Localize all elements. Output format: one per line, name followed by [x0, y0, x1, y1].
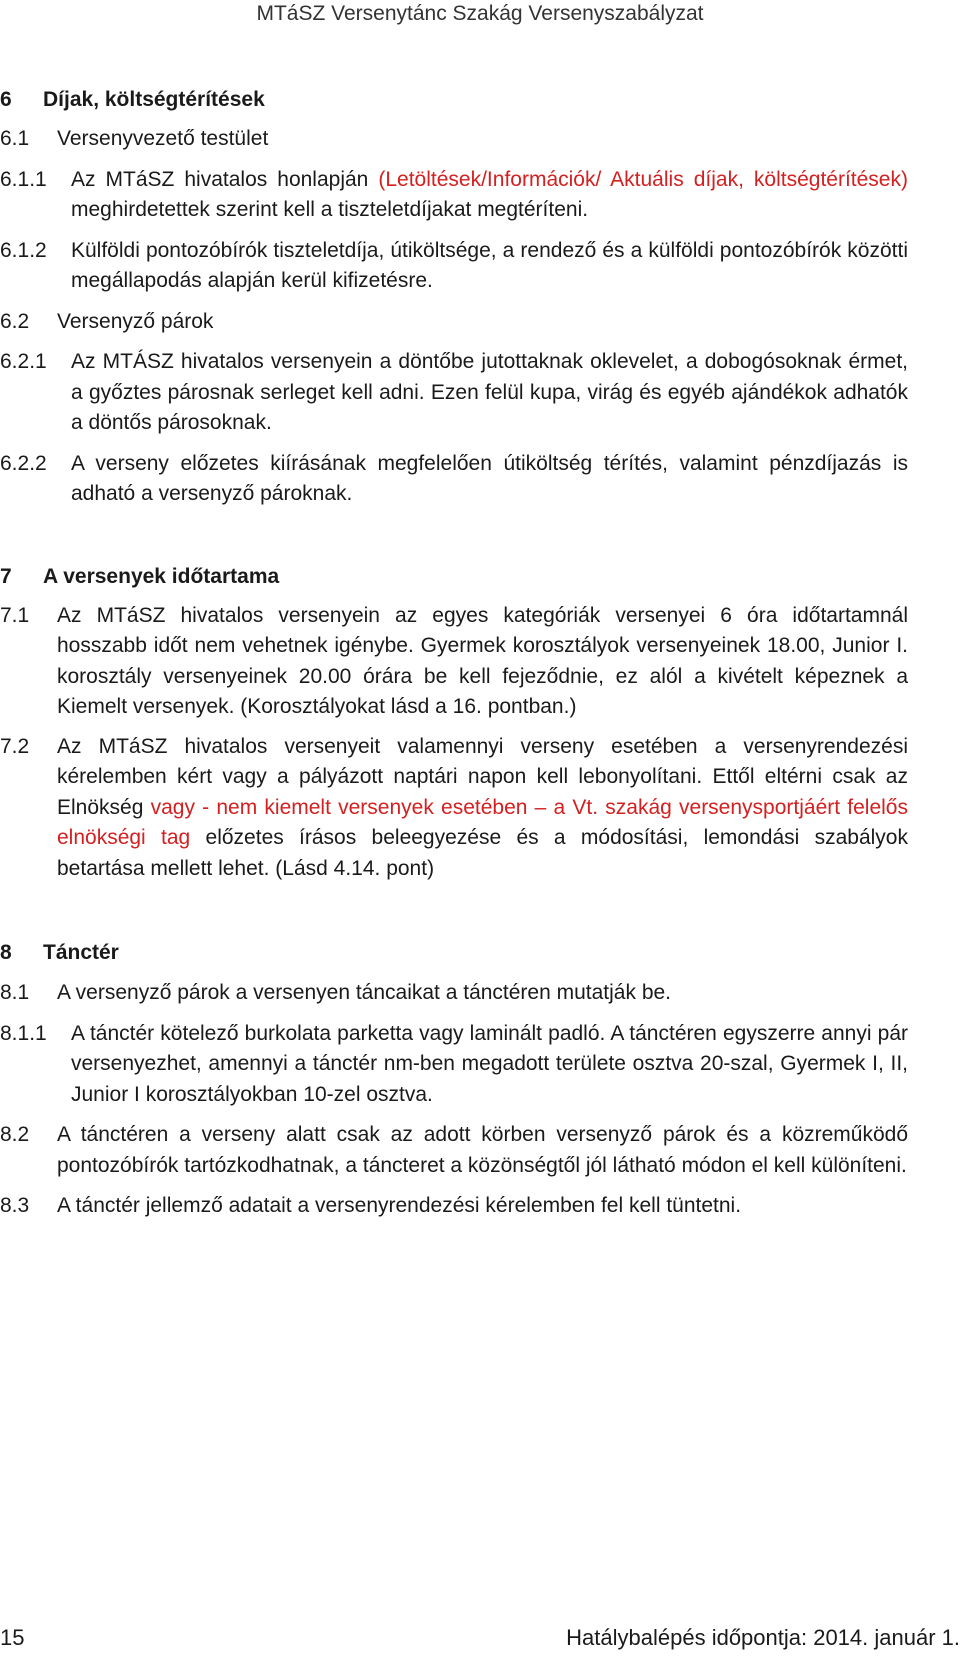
page-number: 15: [0, 1625, 25, 1650]
section-text: A tánctéren a verseny alatt csak az adott körben versenyző párok és a közreműködő pontozóbírók tartózkodhatnak, a táncteret a közönségtől jól látható módon el kell különíteni.: [57, 1123, 908, 1177]
section-6-1-1: [0, 165, 960, 226]
section-text: Külföldi pontozóbírók tiszteletdíja, útiköltsége, a rendező és a külföldi pontozóbírók közötti megállapodás alapján kerül kifizetésre.: [71, 238, 908, 292]
section-number: 7: [0, 564, 12, 588]
section-6-2-1: [0, 347, 960, 439]
section-8-2: [0, 1120, 960, 1181]
section-6-2-2: [0, 449, 960, 510]
section-8-3: [0, 1191, 960, 1222]
section-6-2: [0, 307, 960, 338]
section-7-heading: [0, 562, 960, 592]
section-number: 6.2: [0, 309, 30, 333]
section-number: 6: [0, 88, 12, 111]
section-7-2: [0, 732, 960, 885]
section-number: 8: [0, 941, 12, 964]
downloads-link[interactable]: (Letöltések/Információk/ Aktuális díjak, költségtérítések): [378, 167, 908, 191]
section-8-1: [0, 978, 960, 1009]
section-text: A tánctér jellemző adatait a versenyrendezési kérelemben fel kell tüntetni.: [57, 1194, 742, 1217]
section-number: 6.2.1: [0, 350, 47, 373]
section-title: Tánctér: [43, 941, 119, 964]
section-number: 6.2.2: [0, 451, 47, 475]
section-text: Az MTáSZ hivatalos versenyeit valamennyi verseny esetében a versenyrendezési kérelemben kért vagy a pályázott naptári napon kell lebonyolítani. Ettől eltérni csak az Elnökség vagy - nem kiemelt versenyek esetében – a Vt. szakág versenysportjáért felelős elnökségi tag előzetes írásos beleegyezése és a módosítási, lemondási szabályok betartása mellett lehet. (Lásd 4.14. pont): [57, 734, 908, 880]
section-number: 7.1: [0, 603, 30, 627]
section-number: 6.1: [0, 127, 30, 150]
page-header: MTáSZ Versenytánc Szakág Versenyszabályzat: [256, 2, 704, 25]
section-title: Díjak, költségtérítések: [43, 88, 265, 111]
section-text: Az MTáSZ hivatalos versenyein az egyes kategóriák versenyei 6 óra időtartamnál hosszabb időt nem vehetnek igénybe. Gyermek korosztályok versenyeinek 18.00, Junior I. korosztály versenyeinek 20.00 órára be kell fejeződnie, ez alól a kivételt képeznek a Kiemelt versenyek. (Korosztályokat lásd a 16. pontban.): [57, 603, 908, 718]
effective-date: Hatálybalépés időpontja: 2014. január 1.: [566, 1625, 960, 1650]
section-number: 8.2: [0, 1123, 30, 1146]
section-number: 8.1: [0, 981, 30, 1004]
section-number: 8.1.1: [0, 1021, 47, 1045]
section-title: Versenyző párok: [57, 309, 214, 333]
section-6-heading: [0, 85, 960, 115]
section-number: 6.1.1: [0, 167, 47, 191]
section-6-1-2: [0, 236, 960, 297]
section-text: A verseny előzetes kiírásának megfelelően útiköltség térítés, valamint pénzdíjazás is adható a versenyző pároknak.: [71, 451, 908, 505]
section-title: A versenyek időtartama: [43, 564, 280, 588]
section-number: 7.2: [0, 734, 30, 758]
section-7-1: [0, 601, 960, 723]
section-title: Versenyvezető testület: [57, 127, 269, 150]
section-number: 8.3: [0, 1194, 30, 1217]
section-8-1-1: [0, 1019, 960, 1111]
section-8-heading: [0, 938, 960, 968]
document-body: [0, 85, 960, 1222]
section-6-1: [0, 124, 960, 155]
section-text: A versenyző párok a versenyen táncaikat a tánctéren mutatják be.: [57, 981, 672, 1004]
amendment-text: vagy - nem kiemelt versenyek esetében – a Vt. szakág versenysportjáért felelős elnökségi tag: [57, 795, 908, 849]
section-text: Az MTÁSZ hivatalos versenyein a döntőbe jutottaknak oklevelet, a dobogósoknak érmet, a győztes párosnak serleget kell adni. Ezen felül kupa, virág és egyéb ajándékok adhatók a döntős párosoknak.: [71, 350, 908, 434]
section-text: Az MTáSZ hivatalos honlapján (Letöltések/Információk/ Aktuális díjak, költségtérítések) meghirdetettek szerint kell a tiszteletdíjakat megtéríteni.: [71, 167, 908, 221]
section-number: 6.1.2: [0, 238, 47, 262]
section-text: A tánctér kötelező burkolata parketta vagy laminált padló. A tánctéren egyszerre annyi pár versenyezhet, amennyi a tánctér nm-ben megadott területe osztva 20-szal, Gyermek I, II, Junior I korosztályokban 10-zel osztva.: [71, 1021, 908, 1106]
